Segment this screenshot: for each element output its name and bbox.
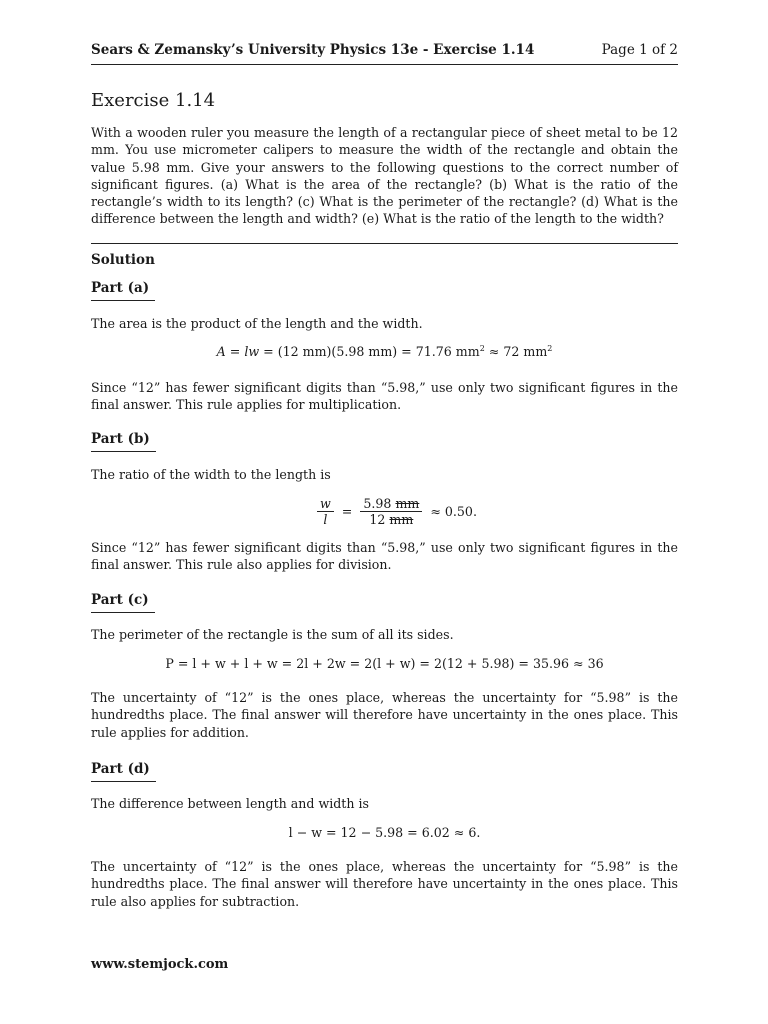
length-value: 12 xyxy=(369,512,386,527)
squared-exponent: 2 xyxy=(547,344,553,353)
equals-sign: = xyxy=(341,504,353,519)
part-a-heading: Part (a) xyxy=(91,280,155,301)
exercise-title: Exercise 1.14 xyxy=(91,90,216,111)
section-divider xyxy=(91,243,678,244)
part-b-intro: The ratio of the width to the length is xyxy=(91,467,331,482)
part-c-intro: The perimeter of the rectangle is the sum of all its sides. xyxy=(91,627,454,642)
area-result: 72 mm xyxy=(503,344,548,360)
width-symbol: w xyxy=(320,496,331,511)
header-title: Sears & Zemansky’s University Physics 13e - Exercise 1.14 xyxy=(91,42,535,58)
part-d-intro: The difference between length and width is xyxy=(91,796,369,811)
area-product: lw xyxy=(244,344,260,360)
cancelled-unit: mm xyxy=(389,512,414,527)
w-over-l-fraction xyxy=(317,496,334,527)
ratio-result: ≈ 0.50. xyxy=(430,504,477,519)
value-fraction xyxy=(360,496,422,527)
problem-statement: With a wooden ruler you measure the length of a rectangular piece of sheet metal to be 12 mm. You use micrometer calipers to measure the width of the rectangle and obtain the value 5.98 mm. Give your answers to the following questions to the correct number of significant figures. (a) What is the area of the rectangle? (b) What is the ratio of the rectangle’s width to its length? (c) What is the perimeter of the rectangle? (d) What is the difference between the length and width? (e) What is the ratio of the length to the width? xyxy=(91,125,678,227)
part-a-equation: A = lw = (12 mm)(5.98 mm) = 71.76 $mm^2 \approx 72$ $mm^2$ xyxy=(216,344,553,360)
part-b-heading: Part (b) xyxy=(91,431,156,452)
area-computation: (12 mm)(5.98 mm) = 71.76 mm xyxy=(277,344,480,360)
part-b-equation xyxy=(91,496,678,534)
part-b-explanation: Since “12” has fewer significant digits than “5.98,” use only two significant figures in the final answer. This rule also applies for division. xyxy=(91,540,678,573)
part-c-heading: Part (c) xyxy=(91,592,155,613)
width-value: 5.98 xyxy=(363,496,392,511)
squared-exponent: 2 xyxy=(479,344,485,353)
page-header xyxy=(91,42,678,65)
solution-heading: Solution xyxy=(91,252,155,268)
part-c-equation: P = l + w + l + w = 2l + 2w = 2(l + w) = 2(12 + 5.98) = 35.96 ≈ 36 xyxy=(165,656,604,671)
part-a-explanation: Since “12” has fewer significant digits than “5.98,” use only two significant figures in the final answer. This rule applies for multiplication. xyxy=(91,380,678,413)
footer-link[interactable]: www.stemjock.com xyxy=(91,957,229,972)
area-symbol: A xyxy=(216,344,226,360)
part-d-equation: l − w = 12 − 5.98 = 6.02 ≈ 6. xyxy=(288,825,481,840)
part-c-explanation: The uncertainty of “12” is the ones place, whereas the uncertainty for “5.98” is the hundredths place. The final answer will therefore have uncertainty in the ones place. This rule applies for addition. xyxy=(91,690,678,740)
cancelled-unit: mm xyxy=(395,496,420,511)
part-d-heading: Part (d) xyxy=(91,761,156,782)
length-symbol: l xyxy=(323,512,328,527)
page-number: Page 1 of 2 xyxy=(601,42,678,58)
part-a-intro: The area is the product of the length and the width. xyxy=(91,316,423,331)
part-d-explanation: The uncertainty of “12” is the ones place, whereas the uncertainty for “5.98” is the hundredths place. The final answer will therefore have uncertainty in the ones place. This rule also applies for subtraction. xyxy=(91,859,678,909)
